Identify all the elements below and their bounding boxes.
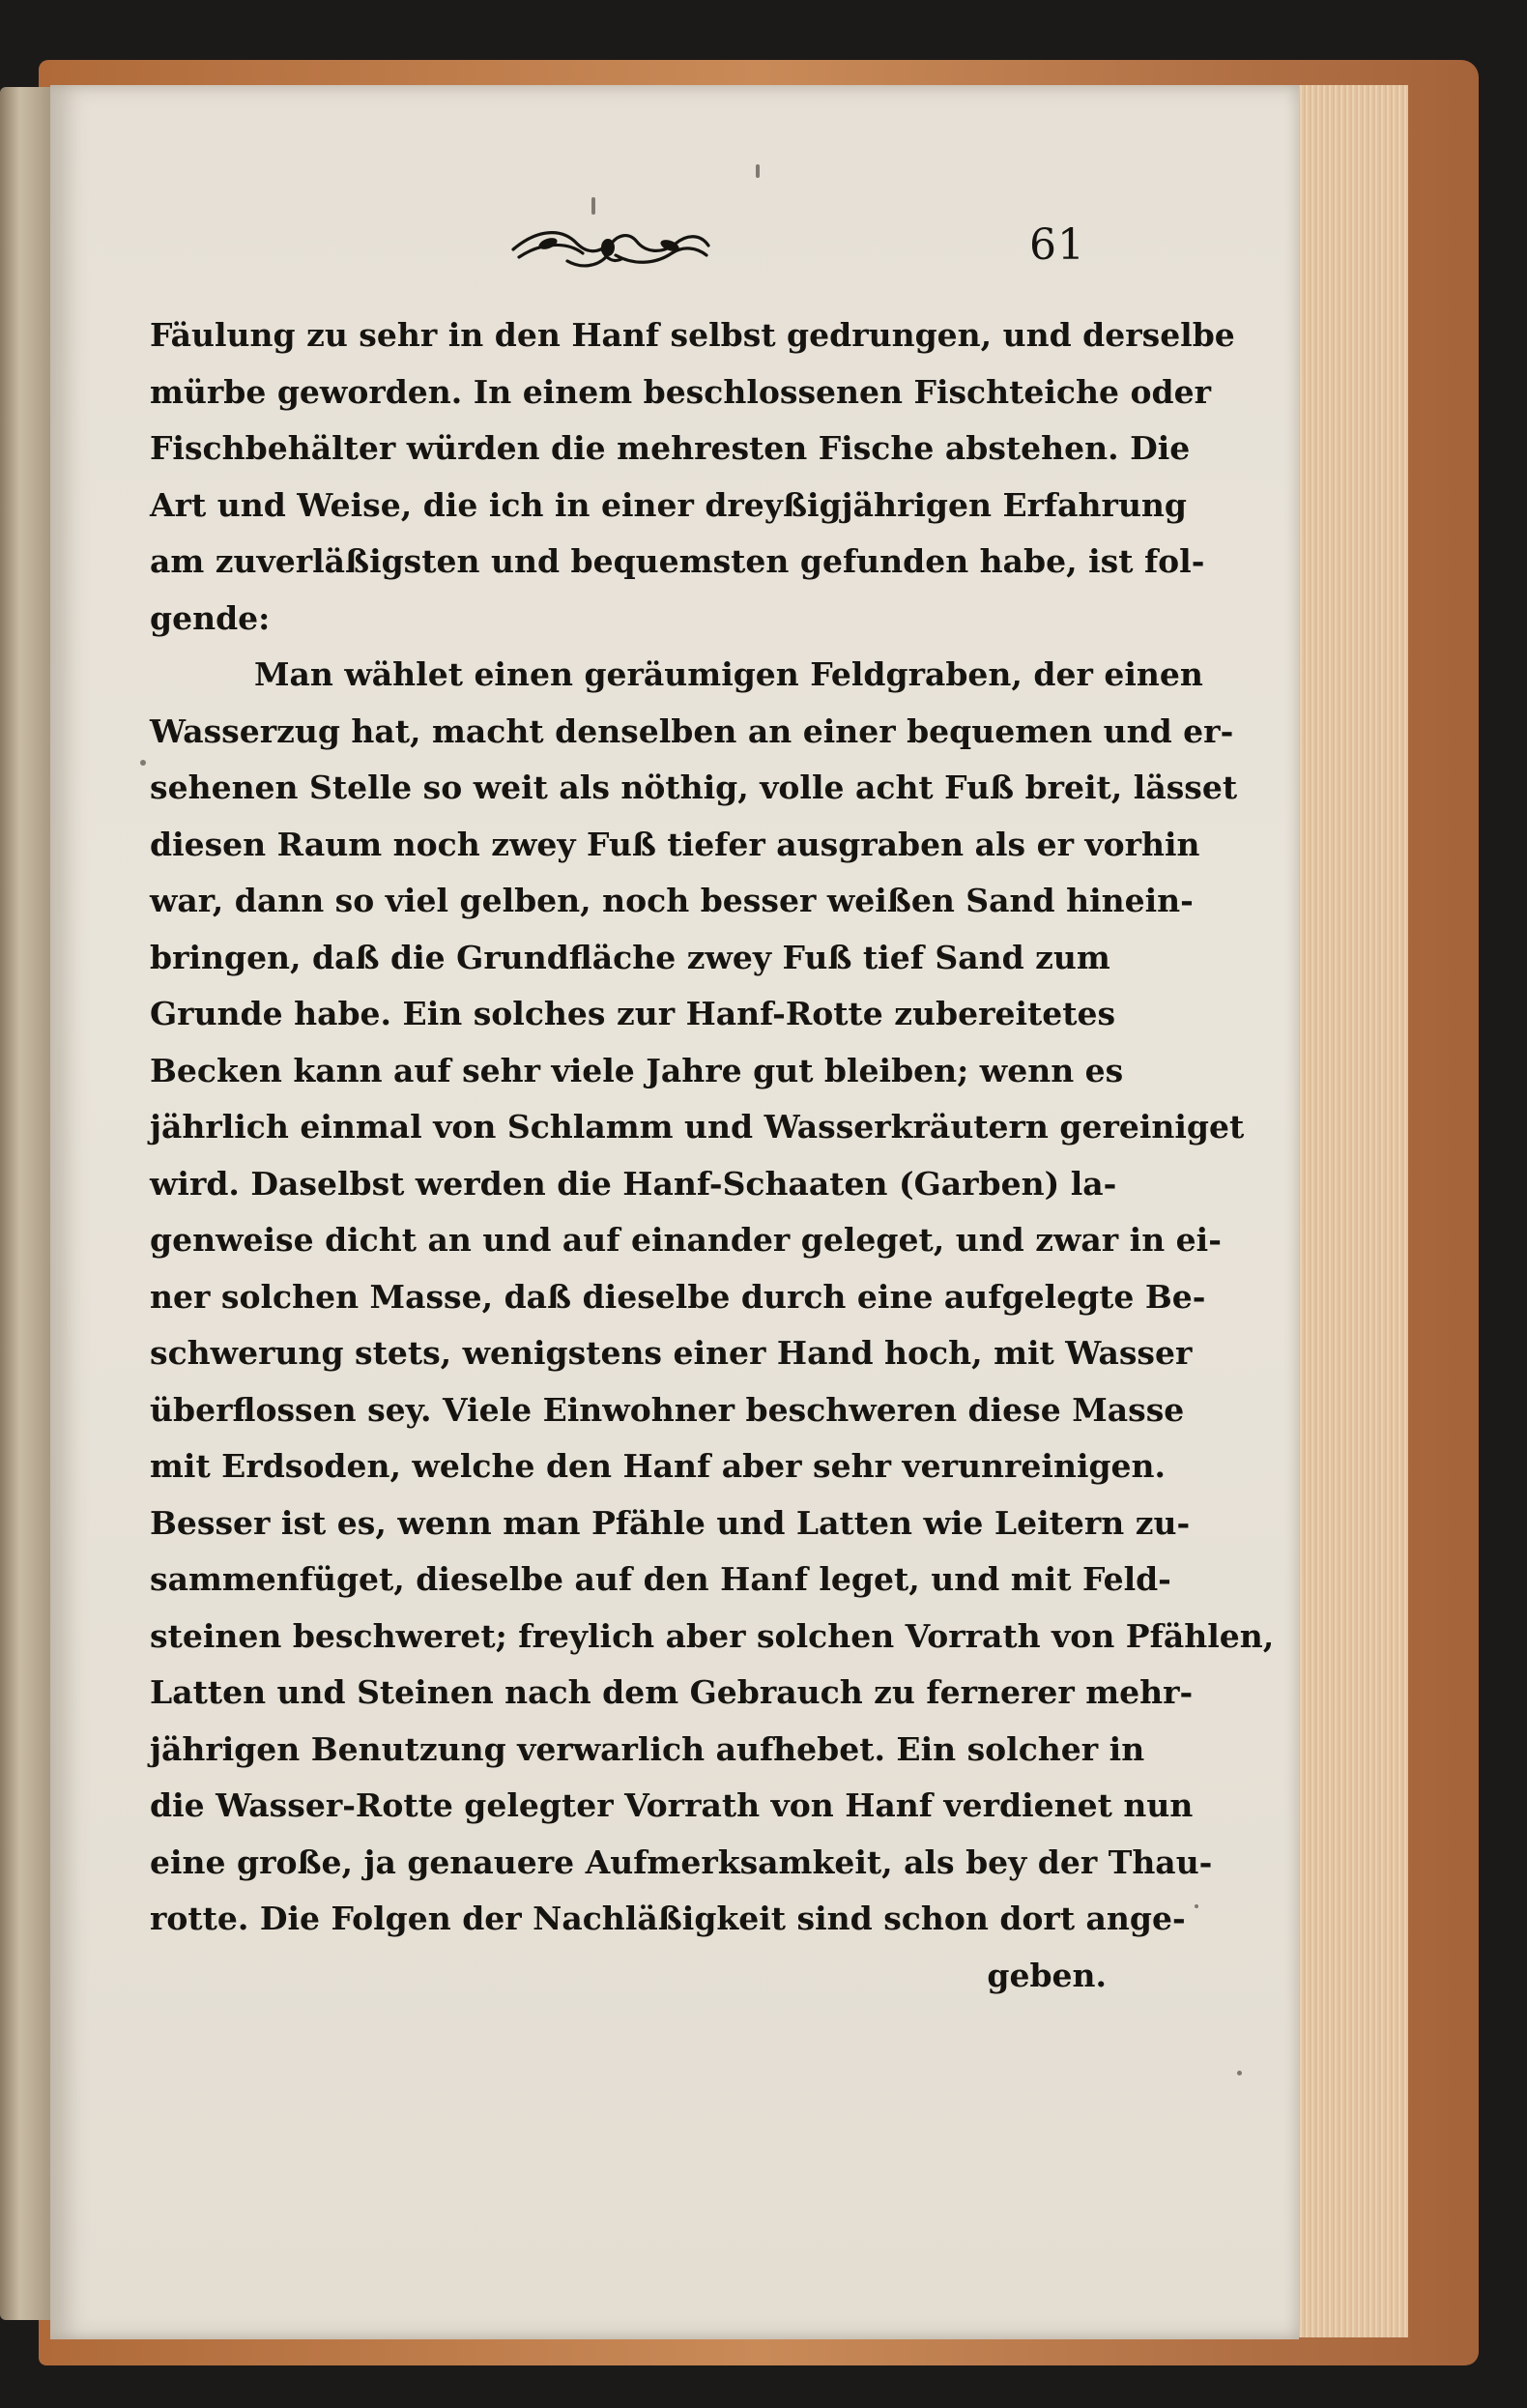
paper-speck [140,760,146,766]
ornament-vignette-icon [509,220,712,273]
text-line: ner solchen Masse, daß dieselbe durch eine aufgelegte Be- [150,1277,1206,1316]
body-text [150,307,1275,2009]
text-line: war, dann so viel gelben, noch besser weißen Sand hinein- [150,882,1194,919]
text-line: überflossen sey. Viele Einwohner beschweren diese Masse [150,1390,1185,1429]
text-line: Grunde habe. Ein solches zur Hanf-Rotte zubereitetes [150,995,1116,1032]
page-number: 61 [1029,220,1085,270]
text-line: mürbe geworden. In einem beschlossenen Fischteiche oder [150,372,1211,411]
text-line: schwerung stets, wenigstens einer Hand hoch, mit Wasser [150,1334,1193,1372]
text-line: Becken kann auf sehr viele Jahre gut bleiben; wenn es [150,1051,1124,1089]
text-line: eine große, ja genauere Aufmerksamkeit, als bey der Thau- [150,1842,1213,1881]
page-stack-edge [1295,85,1408,2337]
text-line: geben. [987,1956,1107,1994]
text-line: genweise dicht an und auf einander geleget, und zwar in ei- [150,1221,1222,1259]
paper-speck [591,197,595,215]
text-line: am zuverläßigsten und bequemsten gefunden habe, ist fol- [150,542,1205,580]
text-line: Man wählet einen geräumigen Feldgraben, der einen [254,655,1203,693]
text-line: Fäulung zu sehr in den Hanf selbst gedrungen, und derselbe [150,316,1235,354]
text-line: gende: [150,598,271,637]
text-line: sehenen Stelle so weit als nöthig, volle acht Fuß breit, lässet [150,769,1238,806]
facing-page-edge [0,87,50,2320]
text-line: jährlich einmal von Schlamm und Wasserkräutern gereiniget [150,1108,1245,1146]
text-line: Besser ist es, wenn man Pfähle und Latten wie Leitern zu- [150,1503,1191,1542]
text-line: Art und Weise, die ich in einer dreyßigjährigen Erfahrung [150,485,1187,524]
text-line: Fischbehälter würden die mehresten Fische abstehen. Die [150,429,1191,467]
text-line: bringen, daß die Grundfläche zwey Fuß tief Sand zum [150,938,1110,976]
text-line: die Wasser-Rotte gelegter Vorrath von Hanf verdienet nun [150,1786,1194,1824]
text-line: steinen beschweret; freylich aber solchen Vorrath von Pfählen, [150,1616,1275,1655]
paper-speck [1195,1904,1198,1908]
paper-speck [1237,2071,1242,2075]
text-line: sammenfüget, dieselbe auf den Hanf leget, und mit Feld- [150,1560,1171,1598]
paper-speck [756,164,760,178]
text-line: diesen Raum noch zwey Fuß tiefer ausgraben als er vorhin [150,825,1200,863]
text-line: wird. Daselbst werden die Hanf-Schaaten (Garben) la- [150,1164,1117,1203]
text-line: Wasserzug hat, macht denselben an einer bequemen und er- [150,711,1234,750]
text-line: jährigen Benutzung verwarlich aufhebet. Ein solcher in [150,1729,1145,1768]
text-line: rotte. Die Folgen der Nachläßigkeit sind schon dort ange- [150,1900,1186,1937]
text-line: mit Erdsoden, welche den Hanf aber sehr verunreinigen. [150,1447,1167,1485]
text-line: Latten und Steinen nach dem Gebrauch zu fernerer mehr- [150,1673,1194,1711]
